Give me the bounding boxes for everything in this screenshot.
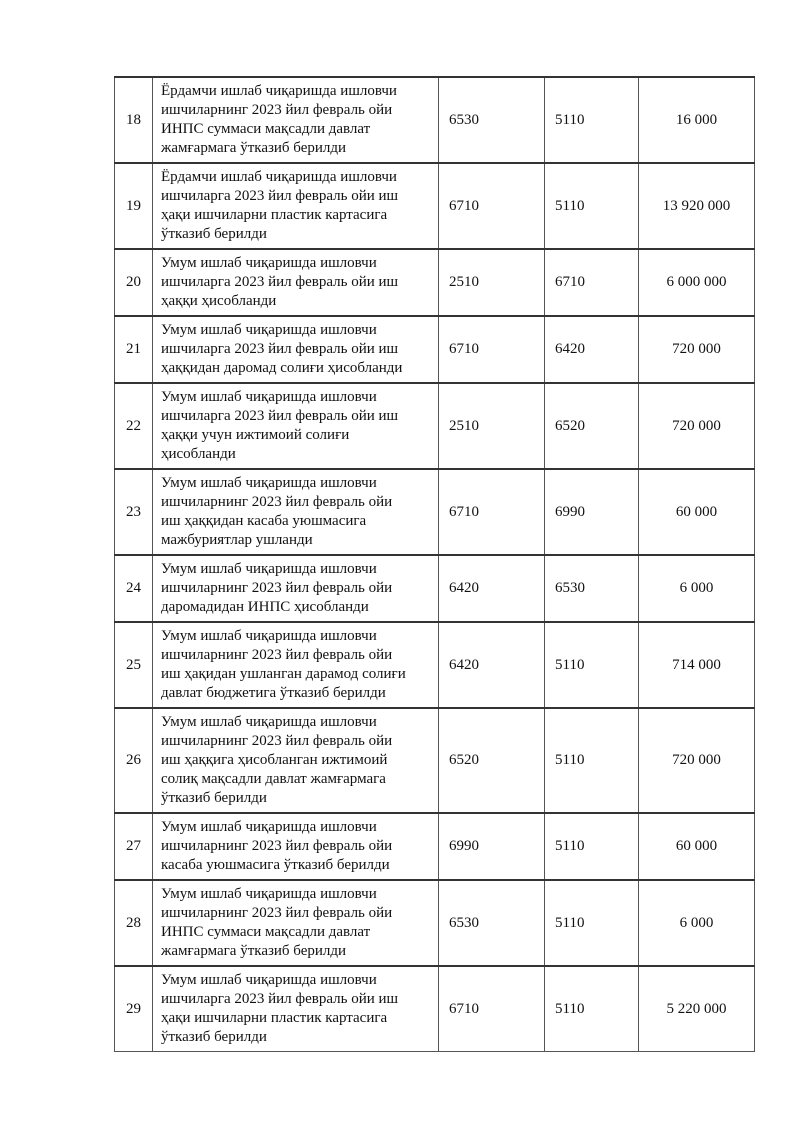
operation-description: Умум ишлаб чиқаришда ишловчи ишчиларга 2023 йил февраль ойи иш ҳаққи ҳисобланди	[153, 249, 439, 316]
credit-account: 5110	[545, 880, 639, 966]
row-number: 23	[115, 469, 153, 555]
row-number: 24	[115, 555, 153, 622]
credit-account: 6990	[545, 469, 639, 555]
amount: 60 000	[639, 469, 755, 555]
debit-account: 2510	[439, 249, 545, 316]
operation-description: Ёрдамчи ишлаб чиқаришда ишловчи ишчиларнинг 2023 йил февраль ойи ИНПС суммаси мақсадли давлат жамғармага ўтказиб берилди	[153, 77, 439, 163]
credit-account: 5110	[545, 708, 639, 813]
operation-description: Умум ишлаб чиқаришда ишловчи ишчиларга 2023 йил февраль ойи иш ҳақи ишчиларни пластик картасига ўтказиб берилди	[153, 966, 439, 1052]
debit-account: 6530	[439, 880, 545, 966]
amount: 720 000	[639, 316, 755, 383]
amount: 720 000	[639, 708, 755, 813]
row-number: 28	[115, 880, 153, 966]
debit-account: 6710	[439, 316, 545, 383]
row-number: 21	[115, 316, 153, 383]
table-row	[115, 622, 755, 708]
operation-description: Умум ишлаб чиқаришда ишловчи ишчиларнинг 2023 йил февраль ойи даромадидан ИНПС ҳисобланди	[153, 555, 439, 622]
credit-account: 5110	[545, 813, 639, 880]
table-row	[115, 708, 755, 813]
table-row	[115, 163, 755, 249]
amount: 6 000	[639, 555, 755, 622]
amount: 60 000	[639, 813, 755, 880]
operation-description: Умум ишлаб чиқаришда ишловчи ишчиларга 2023 йил февраль ойи иш ҳаққидан даромад солиғи ҳисобланди	[153, 316, 439, 383]
credit-account: 5110	[545, 622, 639, 708]
table-row	[115, 880, 755, 966]
table-row	[115, 77, 755, 163]
debit-account: 6710	[439, 966, 545, 1052]
credit-account: 6420	[545, 316, 639, 383]
debit-account: 6710	[439, 163, 545, 249]
credit-account: 5110	[545, 77, 639, 163]
table-row	[115, 555, 755, 622]
amount: 6 000	[639, 880, 755, 966]
operation-description: Ёрдамчи ишлаб чиқаришда ишловчи ишчиларга 2023 йил февраль ойи иш ҳақи ишчиларни пластик картасига ўтказиб берилди	[153, 163, 439, 249]
amount: 16 000	[639, 77, 755, 163]
debit-account: 2510	[439, 383, 545, 469]
operation-description: Умум ишлаб чиқаришда ишловчи ишчиларнинг 2023 йил февраль ойи иш ҳақидан ушланган дарамод солиғи давлат бюджетига ўтказиб берилди	[153, 622, 439, 708]
table-row	[115, 249, 755, 316]
operation-description: Умум ишлаб чиқаришда ишловчи ишчиларнинг 2023 йил февраль ойи иш ҳаққига ҳисобланган ижтимоий солиқ мақсадли давлат жамғармага ўтказиб берилди	[153, 708, 439, 813]
debit-account: 6530	[439, 77, 545, 163]
row-number: 27	[115, 813, 153, 880]
table-row	[115, 966, 755, 1052]
operation-description: Умум ишлаб чиқаришда ишловчи ишчиларга 2023 йил февраль ойи иш ҳаққи учун ижтимоий солиғи ҳисобланди	[153, 383, 439, 469]
table-row	[115, 469, 755, 555]
row-number: 19	[115, 163, 153, 249]
amount: 720 000	[639, 383, 755, 469]
operation-description: Умум ишлаб чиқаришда ишловчи ишчиларнинг 2023 йил февраль ойи ИНПС суммаси мақсадли давлат жамғармага ўтказиб берилди	[153, 880, 439, 966]
amount: 13 920 000	[639, 163, 755, 249]
operation-description: Умум ишлаб чиқаришда ишловчи ишчиларнинг 2023 йил февраль ойи иш ҳаққидан касаба уюшмасига мажбуриятлар ушланди	[153, 469, 439, 555]
debit-account: 6420	[439, 555, 545, 622]
credit-account: 5110	[545, 163, 639, 249]
row-number: 18	[115, 77, 153, 163]
row-number: 20	[115, 249, 153, 316]
debit-account: 6420	[439, 622, 545, 708]
table-row	[115, 316, 755, 383]
credit-account: 6710	[545, 249, 639, 316]
operation-description: Умум ишлаб чиқаришда ишловчи ишчиларнинг 2023 йил февраль ойи касаба уюшмасига ўтказиб берилди	[153, 813, 439, 880]
row-number: 29	[115, 966, 153, 1052]
row-number: 25	[115, 622, 153, 708]
credit-account: 6530	[545, 555, 639, 622]
amount: 5 220 000	[639, 966, 755, 1052]
amount: 6 000 000	[639, 249, 755, 316]
credit-account: 6520	[545, 383, 639, 469]
table-body	[115, 77, 755, 1052]
table-row	[115, 813, 755, 880]
amount: 714 000	[639, 622, 755, 708]
journal-entries-table	[114, 76, 755, 1052]
debit-account: 6520	[439, 708, 545, 813]
debit-account: 6710	[439, 469, 545, 555]
row-number: 26	[115, 708, 153, 813]
row-number: 22	[115, 383, 153, 469]
table-row	[115, 383, 755, 469]
debit-account: 6990	[439, 813, 545, 880]
credit-account: 5110	[545, 966, 639, 1052]
